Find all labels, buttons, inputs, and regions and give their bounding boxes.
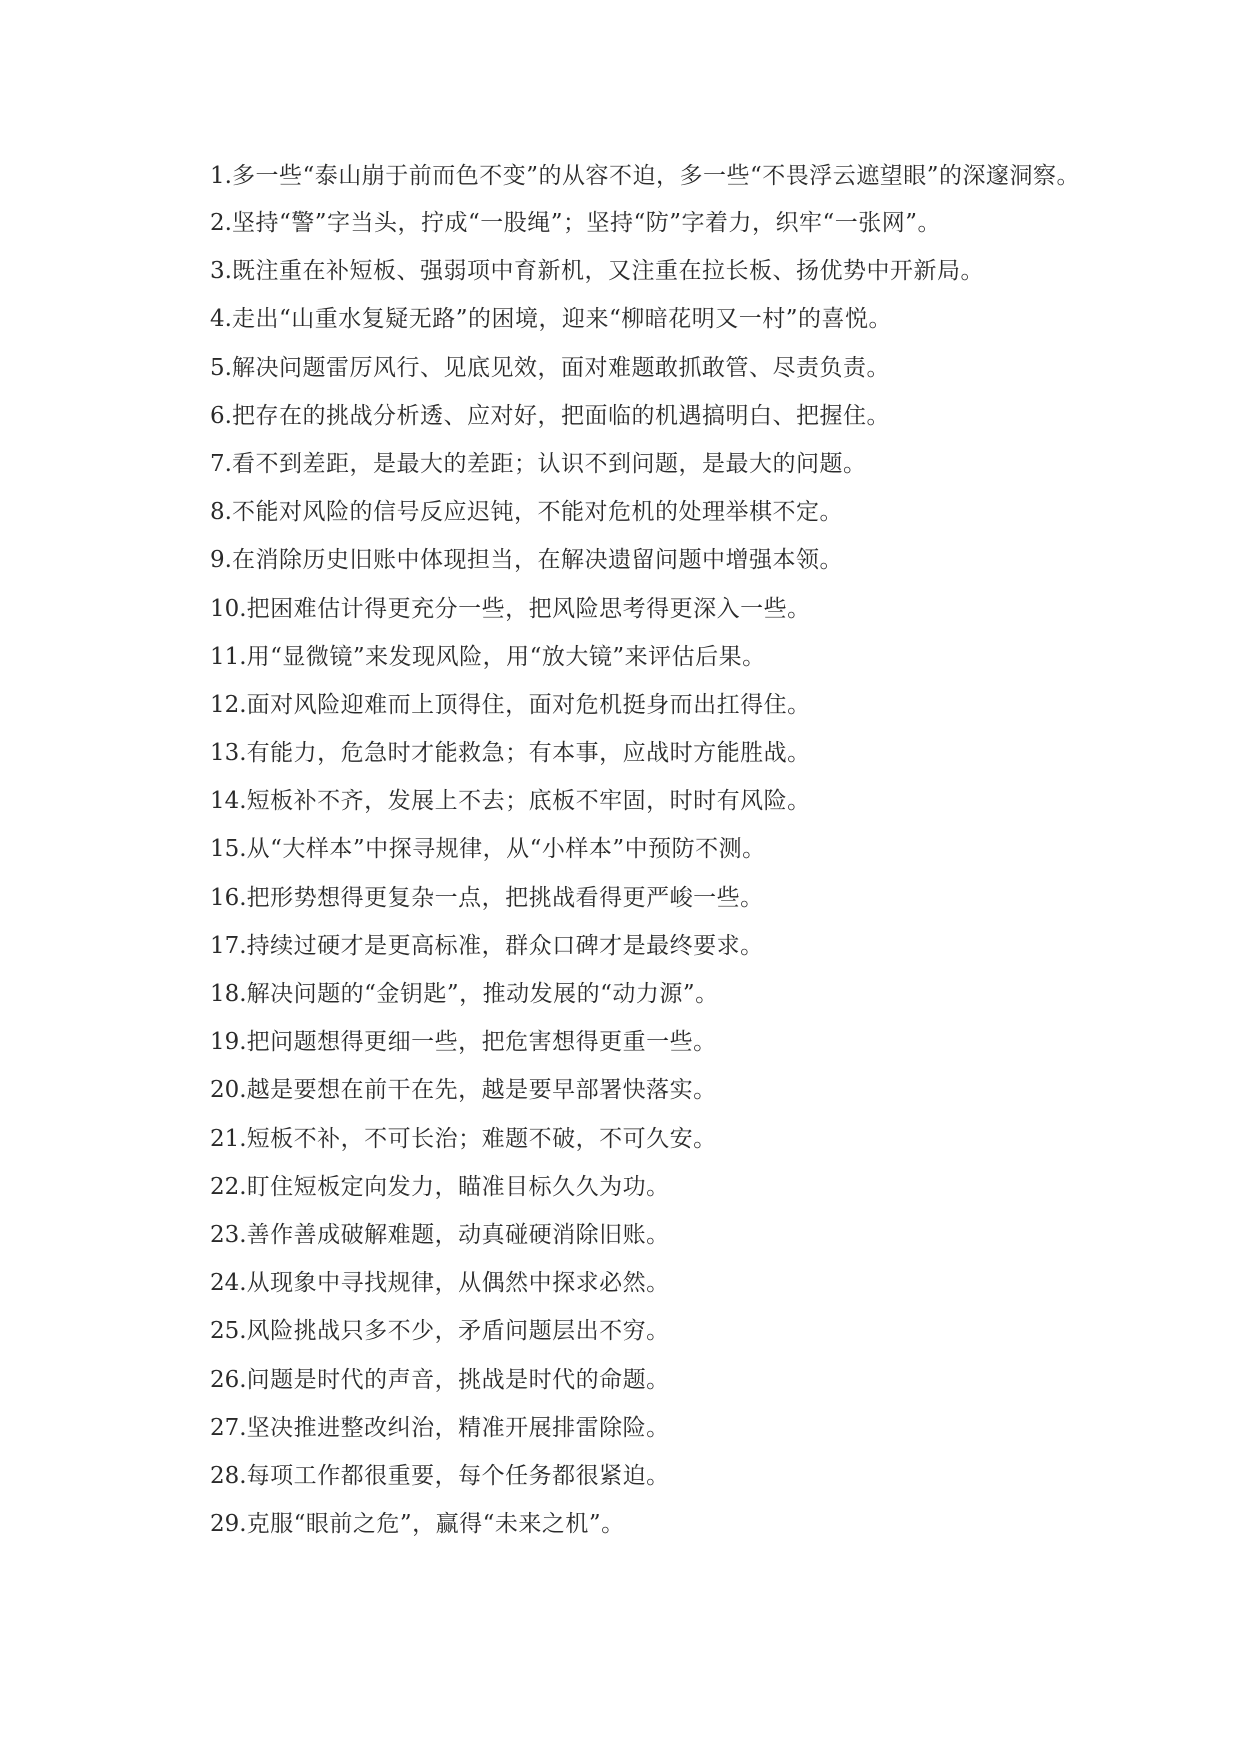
list-item [160, 1125, 1100, 1154]
list-item [160, 739, 1100, 768]
item-number: 24. [210, 1270, 247, 1297]
item-text: 看不到差距，是最大的差距；认识不到问题，是最大的问题。 [231, 450, 867, 477]
item-text: 既注重在补短板、强弱项中育新机，又注重在拉长板、扬优势中开新局。 [231, 258, 984, 285]
list-item [160, 162, 1100, 191]
item-text: 在消除历史旧账中体现担当，在解决遗留问题中增强本领。 [231, 547, 843, 574]
item-text: 不能对风险的信号反应迟钝，不能对危机的处理举棋不定。 [231, 499, 843, 526]
numbered-list [160, 162, 1100, 1558]
item-number: 23. [210, 1221, 247, 1248]
item-number: 27. [210, 1414, 247, 1441]
item-text: 每项工作都很重要，每个任务都很紧迫。 [246, 1462, 670, 1489]
item-text: 克服“眼前之危”，赢得“未来之机”。 [246, 1511, 625, 1538]
item-text: 解决问题的“金钥匙”，推动发展的“动力源”。 [246, 981, 719, 1007]
list-item [160, 1510, 1100, 1539]
item-number: 12. [210, 691, 247, 718]
list-item [160, 835, 1100, 864]
item-number: 2. [210, 210, 232, 236]
item-text: 从“大样本”中探寻规律，从“小样本”中预防不测。 [246, 836, 766, 863]
list-item [160, 980, 1100, 1009]
item-number: 9. [210, 547, 232, 574]
item-number: 28. [210, 1462, 247, 1489]
item-text: 把困难估计得更充分一些，把风险思考得更深入一些。 [246, 595, 811, 622]
item-text: 面对风险迎难而上顶得住，面对危机挺身而出扛得住。 [246, 691, 811, 718]
item-text: 多一些“泰山崩于前而色不变”的从容不迫，多一些“不畏浮云遮望眼”的深邃洞察。 [231, 163, 1080, 189]
item-number: 11. [210, 643, 247, 670]
list-item [160, 209, 1100, 238]
item-number: 18. [210, 981, 247, 1007]
list-item [160, 498, 1100, 527]
item-text: 风险挑战只多不少，矛盾问题层出不穷。 [246, 1318, 670, 1345]
item-number: 10. [210, 595, 247, 622]
item-number: 26. [210, 1366, 247, 1393]
list-item [160, 643, 1100, 672]
item-number: 21. [210, 1125, 247, 1152]
item-number: 25. [210, 1318, 247, 1345]
item-number: 14. [210, 788, 247, 815]
list-item [160, 595, 1100, 624]
item-number: 17. [210, 932, 247, 959]
item-number: 6. [210, 402, 232, 429]
item-number: 7. [210, 450, 232, 477]
item-number: 8. [210, 499, 232, 526]
item-number: 19. [210, 1029, 247, 1056]
list-item [160, 1317, 1100, 1346]
list-item [160, 884, 1100, 913]
item-text: 把存在的挑战分析透、应对好，把面临的机遇搞明白、把握住。 [231, 402, 890, 429]
item-text: 持续过硬才是更高标准，群众口碑才是最终要求。 [246, 932, 764, 959]
list-item [160, 1173, 1100, 1202]
item-text: 把形势想得更复杂一点，把挑战看得更严峻一些。 [246, 884, 764, 911]
item-number: 1. [210, 163, 232, 189]
list-item [160, 305, 1100, 334]
item-text: 把问题想得更细一些，把危害想得更重一些。 [246, 1029, 717, 1056]
item-number: 5. [210, 354, 232, 381]
list-item [160, 932, 1100, 961]
list-item [160, 1028, 1100, 1057]
list-item [160, 1269, 1100, 1298]
list-item [160, 787, 1100, 816]
item-text: 短板不补，不可长治；难题不破，不可久安。 [246, 1125, 717, 1152]
item-text: 问题是时代的声音，挑战是时代的命题。 [246, 1366, 670, 1393]
item-text: 短板补不齐，发展上不去；底板不牢固，时时有风险。 [246, 788, 811, 815]
list-item [160, 691, 1100, 720]
list-item [160, 354, 1100, 383]
list-item [160, 402, 1100, 431]
list-item [160, 450, 1100, 479]
item-number: 16. [210, 884, 247, 911]
item-number: 4. [210, 306, 232, 333]
item-number: 15. [210, 836, 247, 863]
list-item [160, 1221, 1100, 1250]
list-item [160, 1414, 1100, 1443]
item-text: 有能力，危急时才能救急；有本事，应战时方能胜战。 [246, 740, 811, 767]
item-text: 走出“山重水复疑无路”的困境，迎来“柳暗花明又一村”的喜悦。 [231, 306, 892, 333]
item-text: 越是要想在前干在先，越是要早部署快落实。 [246, 1077, 717, 1104]
list-item [160, 257, 1100, 286]
item-text: 坚决推进整改纠治，精准开展排雷除险。 [246, 1414, 670, 1441]
item-number: 3. [210, 258, 232, 285]
item-text: 坚持“警”字当头，拧成“一股绳”；坚持“防”字着力，织牢“一张网”。 [231, 210, 942, 236]
item-number: 20. [210, 1077, 247, 1104]
list-item [160, 546, 1100, 575]
item-number: 22. [210, 1173, 247, 1200]
item-text: 解决问题雷厉风行、见底见效，面对难题敢抓敢管、尽责负责。 [231, 354, 890, 381]
item-text: 从现象中寻找规律，从偶然中探求必然。 [246, 1270, 670, 1297]
list-item [160, 1462, 1100, 1491]
item-number: 29. [210, 1511, 247, 1538]
list-item [160, 1366, 1100, 1395]
item-number: 13. [210, 740, 247, 767]
list-item [160, 1076, 1100, 1105]
item-text: 用“显微镜”来发现风险，用“放大镜”来评估后果。 [246, 643, 766, 670]
item-text: 盯住短板定向发力，瞄准目标久久为功。 [246, 1173, 670, 1200]
item-text: 善作善成破解难题，动真碰硬消除旧账。 [246, 1221, 670, 1248]
